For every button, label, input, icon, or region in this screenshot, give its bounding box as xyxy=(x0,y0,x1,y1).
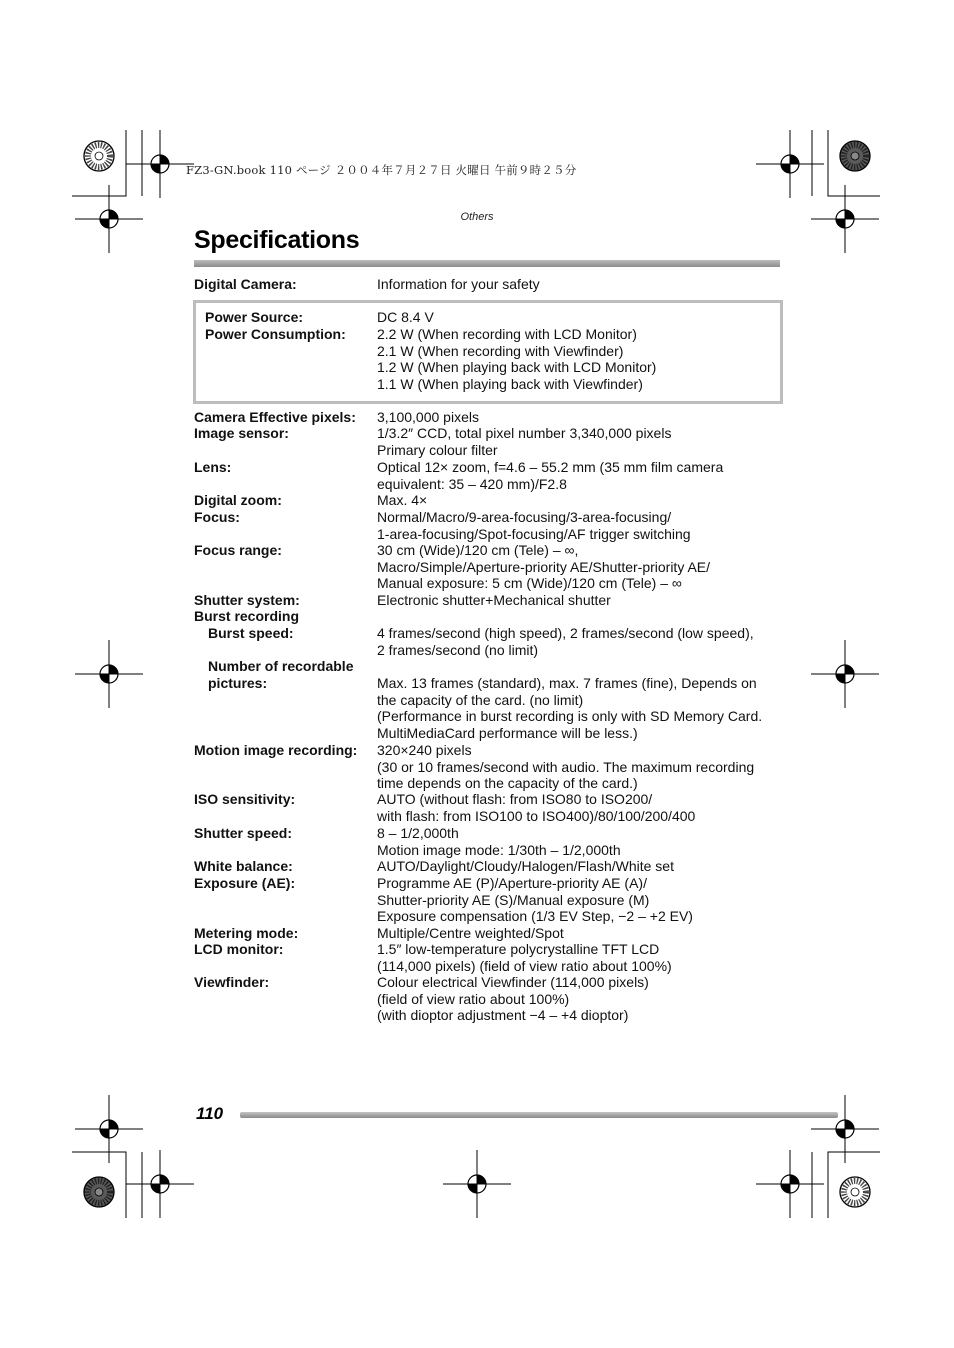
spec-label: Number of recordable xyxy=(208,658,354,674)
spec-value: Information for your safety xyxy=(377,276,540,292)
page-number: 110 xyxy=(196,1104,224,1123)
spec-value: DC 8.4 V xyxy=(377,309,434,325)
spec-value: 1.2 W (When playing back with LCD Monitor) xyxy=(377,359,657,376)
spec-label: pictures: xyxy=(208,675,268,691)
print-header: FZ3-GN.book 110 ページ ２００４年７月２７日 火曜日 午前９時２５分 xyxy=(186,163,577,177)
spec-value: 8 – 1/2,000th xyxy=(377,825,459,841)
page-title: Specifications xyxy=(194,226,360,254)
spec-value: (field of view ratio about 100%) xyxy=(377,990,570,1007)
spec-label: Image sensor: xyxy=(194,425,289,441)
spec-value: Exposure compensation (1/3 EV Step, −2 – +2 EV) xyxy=(377,908,693,925)
spec-label: ISO sensitivity: xyxy=(194,791,296,807)
spec-value: Colour electrical Viewfinder (114,000 pixels) xyxy=(377,974,649,990)
title-rule xyxy=(194,260,780,267)
spec-value: 2 frames/second (no limit) xyxy=(377,641,539,658)
spec-value: Programme AE (P)/Aperture-priority AE (A)/ xyxy=(377,875,647,891)
spec-label: White balance: xyxy=(194,858,293,874)
spec-value: 3,100,000 pixels xyxy=(377,409,479,425)
spec-value: Max. 13 frames (standard), max. 7 frames (fine), Depends on xyxy=(377,675,757,691)
spec-value: 4 frames/second (high speed), 2 frames/second (low speed), xyxy=(377,625,754,641)
spec-value: Optical 12× zoom, f=4.6 – 55.2 mm (35 mm film camera xyxy=(377,459,724,475)
spec-value: AUTO/Daylight/Cloudy/Halogen/Flash/White set xyxy=(377,858,674,874)
spec-label: Digital Camera: xyxy=(194,276,297,292)
spec-label: Exposure (AE): xyxy=(194,875,296,891)
spec-value: (with dioptor adjustment −4 – +4 dioptor) xyxy=(377,1007,629,1024)
spec-value: the capacity of the card. (no limit) xyxy=(377,691,584,708)
spec-label: LCD monitor: xyxy=(194,941,284,957)
spec-value: Electronic shutter+Mechanical shutter xyxy=(377,592,611,608)
spec-value: with flash: from ISO100 to ISO400)/80/100/200/400 xyxy=(377,807,696,824)
spec-label: Shutter speed: xyxy=(194,825,293,841)
spec-value: Max. 4× xyxy=(377,492,428,508)
spec-label: Focus range: xyxy=(194,542,282,558)
spec-label: Metering mode: xyxy=(194,925,299,941)
spec-value: time depends on the capacity of the card.) xyxy=(377,775,638,792)
spec-value: equivalent: 35 – 420 mm)/F2.8 xyxy=(377,475,567,492)
spec-value: 30 cm (Wide)/120 cm (Tele) – ∞, xyxy=(377,542,579,558)
spec-value: (114,000 pixels) (field of view ratio about 100%) xyxy=(377,957,672,974)
spec-label: Burst recording xyxy=(194,608,300,624)
spec-value: 1.5″ low-temperature polycrystalline TFT LCD xyxy=(377,941,660,957)
spec-value: Normal/Macro/9-area-focusing/3-area-focusing/ xyxy=(377,509,672,525)
spec-value: AUTO (without flash: from ISO80 to ISO200/ xyxy=(377,791,653,807)
spec-value: 1/3.2″ CCD, total pixel number 3,340,000 pixels xyxy=(377,425,672,441)
spec-value: Shutter-priority AE (S)/Manual exposure (M) xyxy=(377,891,650,908)
spec-label: Power Consumption: xyxy=(205,326,346,342)
spec-value: Multiple/Centre weighted/Spot xyxy=(377,925,564,941)
spec-value: Primary colour filter xyxy=(377,441,498,458)
spec-label: Camera Effective pixels: xyxy=(194,409,356,425)
spec-label: Burst speed: xyxy=(208,625,294,641)
spec-label: Power Source: xyxy=(205,309,304,325)
spec-label: Viewfinder: xyxy=(194,974,270,990)
spec-value: 320×240 pixels xyxy=(377,742,472,758)
spec-value: MultiMediaCard performance will be less.) xyxy=(377,725,638,742)
spec-label: Shutter system: xyxy=(194,592,300,608)
spec-label: Digital zoom: xyxy=(194,492,282,508)
spec-value: 2.1 W (When recording with Viewfinder) xyxy=(377,342,624,359)
spec-value: 2.2 W (When recording with LCD Monitor) xyxy=(377,326,637,342)
spec-value: 1.1 W (When playing back with Viewfinder) xyxy=(377,376,643,393)
spec-label: Lens: xyxy=(194,459,232,475)
spec-value: 1-area-focusing/Spot-focusing/AF trigger switching xyxy=(377,525,691,542)
spec-label: Motion image recording: xyxy=(194,742,358,758)
spec-value: Motion image mode: 1/30th – 1/2,000th xyxy=(377,841,621,858)
spec-label: Focus: xyxy=(194,509,240,525)
footer-rule xyxy=(240,1112,838,1118)
spec-value: (Performance in burst recording is only with SD Memory Card. xyxy=(377,708,763,725)
spec-value: Macro/Simple/Aperture-priority AE/Shutter-priority AE/ xyxy=(377,558,711,575)
section-label: Others xyxy=(460,211,494,223)
spec-value: Manual exposure: 5 cm (Wide)/120 cm (Tele) – ∞ xyxy=(377,575,682,592)
spec-value: (30 or 10 frames/second with audio. The maximum recording xyxy=(377,758,755,775)
